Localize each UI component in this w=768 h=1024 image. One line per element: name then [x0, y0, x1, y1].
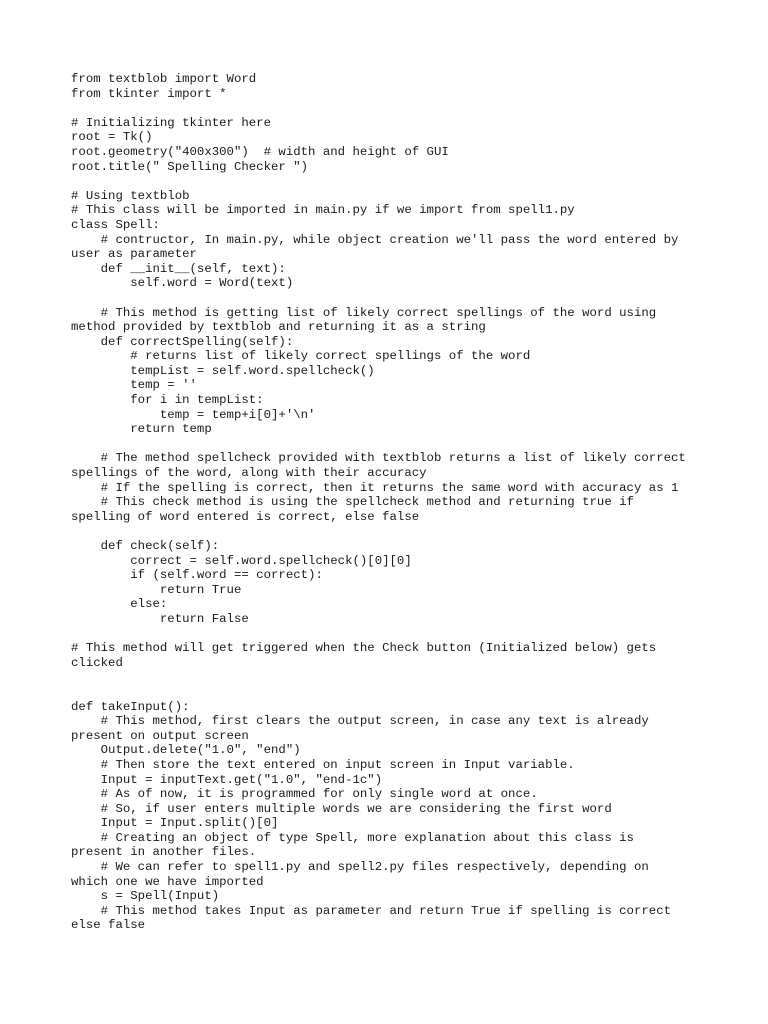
code-line: # The method spellcheck provided with textblob returns a list of likely correct — [71, 451, 686, 466]
code-line — [71, 174, 751, 189]
code-line: # If the spelling is correct, then it returns the same word with accuracy as 1 — [71, 480, 679, 495]
code-line — [71, 101, 751, 116]
code-line: else false — [71, 918, 146, 933]
code-line: # returns list of likely correct spellings of the word — [71, 349, 531, 364]
code-block — [71, 72, 751, 933]
code-line: # This method takes Input as parameter and return True if spelling is correct — [71, 903, 672, 918]
code-line: # We can refer to spell1.py and spell2.py files respectively, depending on — [71, 860, 649, 875]
code-line — [71, 291, 751, 306]
code-line: # contructor, In main.py, while object creation we'll pass the word entered by — [71, 232, 679, 247]
code-line: tempList = self.word.spellcheck() — [71, 363, 375, 378]
code-line: clicked — [71, 655, 123, 670]
code-line: spelling of word entered is correct, else false — [71, 509, 420, 524]
code-line: # This class will be imported in main.py if we import from spell1.py — [71, 203, 575, 218]
code-line: return False — [71, 611, 249, 626]
code-line: self.word = Word(text) — [71, 276, 294, 291]
code-line: # This method is getting list of likely correct spellings of the word using — [71, 305, 657, 320]
code-line: return True — [71, 582, 242, 597]
code-line: Output.delete("1.0", "end") — [71, 743, 301, 758]
code-line: # As of now, it is programmed for only single word at once. — [71, 787, 538, 802]
code-line: def correctSpelling(self): — [71, 334, 294, 349]
code-line: return temp — [71, 422, 212, 437]
code-line — [71, 524, 751, 539]
code-line: which one we have imported — [71, 874, 264, 889]
code-line: present in another files. — [71, 845, 257, 860]
code-line: # This method will get triggered when the Check button (Initialized below) gets — [71, 641, 657, 656]
code-line — [71, 437, 751, 452]
code-line: spellings of the word, along with their accuracy — [71, 466, 427, 481]
code-line: s = Spell(Input) — [71, 889, 220, 904]
code-line: present on output screen — [71, 728, 249, 743]
code-line: temp = '' — [71, 378, 197, 393]
code-line: root.title(" Spelling Checker ") — [71, 159, 309, 174]
code-line: # This check method is using the spellcheck method and returning true if — [71, 495, 634, 510]
code-line: root = Tk() — [71, 130, 153, 145]
code-line: # This method, first clears the output screen, in case any text is already — [71, 714, 649, 729]
code-line: method provided by textblob and returning it as a string — [71, 320, 486, 335]
code-line: user as parameter — [71, 247, 197, 262]
code-line: Input = Input.split()[0] — [71, 816, 279, 831]
code-line: correct = self.word.spellcheck()[0][0] — [71, 553, 412, 568]
code-line — [71, 627, 751, 642]
code-line: Input = inputText.get("1.0", "end-1c") — [71, 772, 383, 787]
code-line: else: — [71, 597, 168, 612]
code-line: def check(self): — [71, 539, 220, 553]
code-line: from tkinter import * — [71, 86, 227, 101]
code-line — [71, 670, 751, 685]
code-line: class Spell: — [71, 217, 160, 232]
code-line: # Initializing tkinter here — [71, 115, 272, 130]
code-line: temp = temp+i[0]+'\n' — [71, 407, 316, 422]
code-line: root.geometry("400x300") # width and height of GUI — [71, 144, 449, 159]
code-line: for i in tempList: — [71, 393, 264, 408]
code-line: def __init__(self, text): — [71, 261, 286, 276]
code-line — [71, 685, 751, 700]
code-line: # So, if user enters multiple words we are considering the first word — [71, 801, 612, 816]
code-line: # Creating an object of type Spell, more explanation about this class is — [71, 830, 634, 845]
code-line: # Using textblob — [71, 188, 190, 203]
code-line: if (self.word == correct): — [71, 568, 323, 583]
code-line: from textblob import Word — [71, 72, 257, 86]
code-line: def takeInput(): — [71, 699, 190, 714]
code-line: # Then store the text entered on input screen in Input variable. — [71, 757, 575, 772]
